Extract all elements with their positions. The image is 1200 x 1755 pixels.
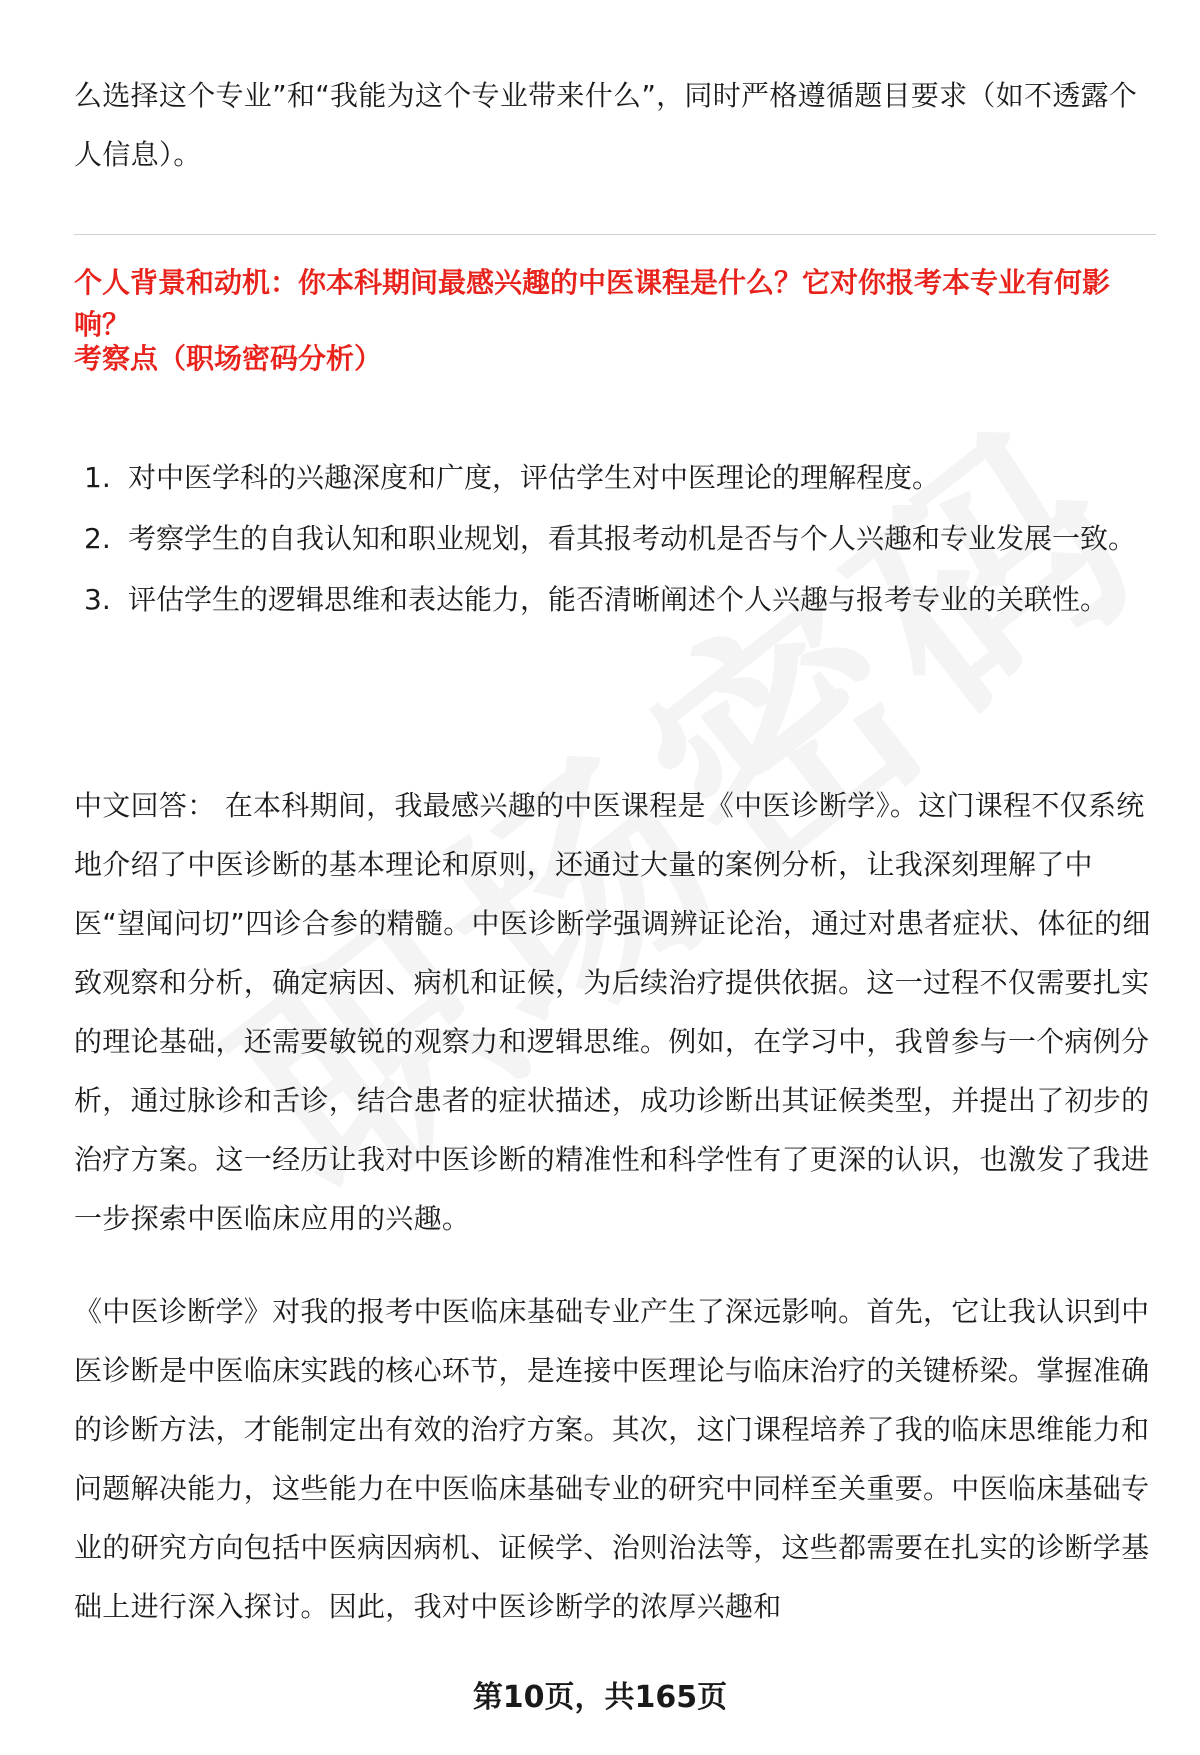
list-number: 1.	[84, 461, 111, 494]
answer-paragraph-2: 《中医诊断学》对我的报考中医临床基础专业产生了深远影响。首先，它让我认识到中医诊断是中医临床实践的核心环节，是连接中医理论与临床治疗的关键桥梁。掌握准确的诊断方法，才能制定出有效的治疗方案。其次，这门课程培养了我的临床思维能力和问题解决能力，这些能力在中医临床基础专业的研究中同样至关重要。中医临床基础专业的研究方向包括中医病因病机、证候学、治则治法等，这些都需要在扎实的诊断学基础上进行深入探讨。因此，我对中医诊断学的浓厚兴趣和	[74, 1295, 1150, 1623]
section-divider	[74, 234, 1156, 235]
page-number-footer: 第10页，共165页	[472, 1680, 728, 1715]
points-heading: 考察点（职场密码分析）	[74, 342, 383, 375]
list-item	[74, 570, 1154, 629]
list-number: 2.	[84, 522, 111, 555]
list-number: 3.	[84, 583, 111, 616]
list-item-text: 对中医学科的兴趣深度和广度，评估学生对中医理论的理解程度。	[128, 461, 941, 494]
question-heading: 个人背景和动机：你本科期间最感兴趣的中医课程是什么？它对你报考本专业有何影响？	[74, 266, 1111, 341]
list-item-text: 评估学生的逻辑思维和表达能力，能否清晰阐述个人兴趣与报考专业的关联性。	[128, 583, 1109, 616]
list-item	[74, 509, 1154, 568]
points-list	[74, 448, 1154, 631]
list-item-text: 考察学生的自我认知和职业规划，看其报考动机是否与个人兴趣和专业发展一致。	[128, 522, 1137, 555]
answer-paragraph-1: 中文回答： 在本科期间，我最感兴趣的中医课程是《中医诊断学》。这门课程不仅系统地介绍了中医诊断的基本理论和原则，还通过大量的案例分析，让我深刻理解了中医“望闻问切”四诊合参的精髓。中医诊断学强调辨证论治，通过对患者症状、体征的细致观察和分析，确定病因、病机和证候，为后续治疗提供依据。这一过程不仅需要扎实的理论基础，还需要敏锐的观察力和逻辑思维。例如，在学习中，我曾参与一个病例分析，通过脉诊和舌诊，结合患者的症状描述，成功诊断出其证候类型，并提出了初步的治疗方案。这一经历让我对中医诊断的精准性和科学性有了更深的认识，也激发了我进一步探索中医临床应用的兴趣。	[74, 789, 1151, 1235]
list-item	[74, 448, 1154, 507]
intro-paragraph: 么选择这个专业”和“我能为这个专业带来什么”，同时严格遵循题目要求（如不透露个人信息）。	[74, 79, 1138, 171]
